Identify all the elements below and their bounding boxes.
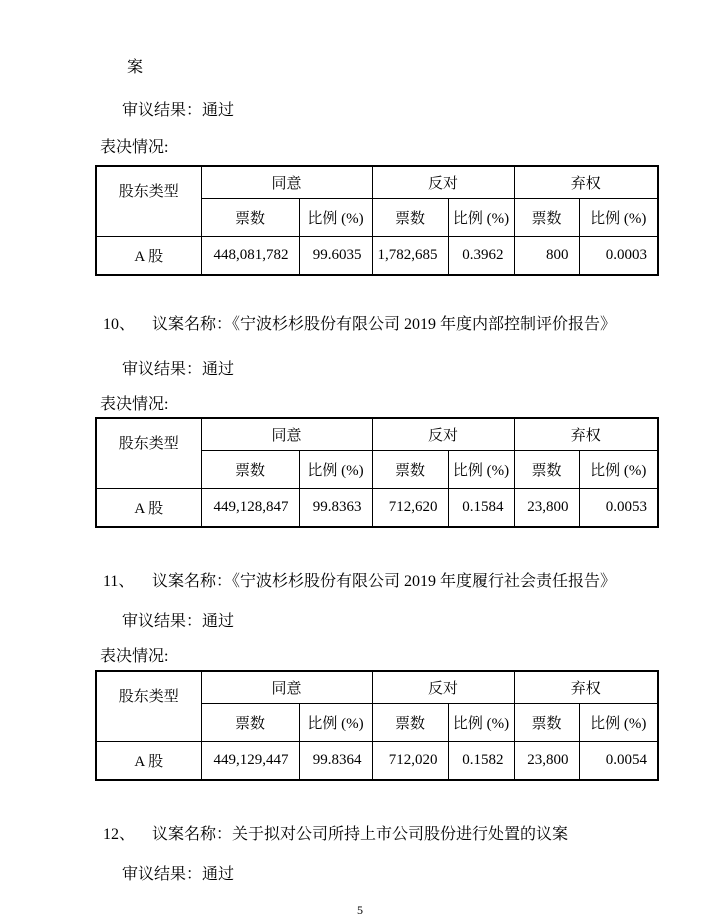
voting-situation-label-11: 表决情况: (100, 648, 169, 665)
header-agree: 同意 (201, 418, 372, 451)
cell-abstain-votes: 23,800 (514, 742, 579, 781)
cell-agree-ratio: 99.8363 (299, 489, 372, 528)
voting-situation-label-9: 表决情况: (100, 139, 169, 156)
header-abstain-ratio: 比例 (%) (579, 704, 658, 742)
cell-shareholder-type: A 股 (96, 237, 201, 276)
header-abstain-votes: 票数 (514, 704, 579, 742)
cell-agree-ratio: 99.8364 (299, 742, 372, 781)
proposal-11-title (103, 572, 616, 592)
header-agree: 同意 (201, 166, 372, 199)
cell-shareholder-type: A 股 (96, 742, 201, 781)
header-against-votes: 票数 (372, 451, 448, 489)
review-result-12: 审议结果：通过 (122, 866, 235, 883)
header-shareholder-type: 股东类型 (96, 418, 201, 489)
header-against-votes: 票数 (372, 199, 448, 237)
cell-agree-votes: 448,081,782 (201, 237, 299, 276)
header-agree-ratio: 比例 (%) (299, 451, 372, 489)
table-row (96, 489, 658, 528)
header-against: 反对 (372, 671, 514, 704)
table-row (96, 237, 658, 276)
header-agree-ratio: 比例 (%) (299, 704, 372, 742)
header-agree-votes: 票数 (201, 704, 299, 742)
header-against: 反对 (372, 166, 514, 199)
header-abstain-ratio: 比例 (%) (579, 199, 658, 237)
review-result-9: 审议结果：通过 (122, 102, 235, 119)
header-against-votes: 票数 (372, 704, 448, 742)
page-number: 5 (357, 903, 363, 917)
header-agree: 同意 (201, 671, 372, 704)
header-shareholder-type: 股东类型 (96, 671, 201, 742)
header-against: 反对 (372, 418, 514, 451)
header-agree-votes: 票数 (201, 451, 299, 489)
proposal-10-number: 10、 (103, 316, 136, 333)
cell-against-ratio: 0.1584 (448, 489, 514, 528)
cell-against-votes: 712,620 (372, 489, 448, 528)
cell-against-ratio: 0.1582 (448, 742, 514, 781)
header-abstain-ratio: 比例 (%) (579, 451, 658, 489)
header-abstain: 弃权 (514, 166, 658, 199)
cell-against-votes: 712,020 (372, 742, 448, 781)
vote-table-11 (95, 670, 659, 781)
cell-agree-votes: 449,128,847 (201, 489, 299, 528)
proposal-11-number: 11、 (103, 573, 135, 590)
cell-abstain-ratio: 0.0053 (579, 489, 658, 528)
cell-against-votes: 1,782,685 (372, 237, 448, 276)
proposal-10-title-text: 议案名称：《宁波杉杉股份有限公司 2019 年度内部控制评价报告》 (152, 316, 617, 333)
review-result-11: 审议结果：通过 (122, 613, 235, 630)
proposal-12-title (103, 825, 568, 845)
cell-abstain-ratio: 0.0054 (579, 742, 658, 781)
proposal-10-title (103, 315, 616, 335)
proposal-12-title-text: 议案名称：关于拟对公司所持上市公司股份进行处置的议案 (152, 826, 569, 843)
vote-table-9 (95, 165, 659, 276)
header-against-ratio: 比例 (%) (448, 704, 514, 742)
cell-agree-votes: 449,129,447 (201, 742, 299, 781)
cell-abstain-votes: 23,800 (514, 489, 579, 528)
voting-situation-label-10: 表决情况: (100, 396, 169, 413)
header-against-ratio: 比例 (%) (448, 199, 514, 237)
header-abstain-votes: 票数 (514, 451, 579, 489)
header-abstain: 弃权 (514, 671, 658, 704)
header-against-ratio: 比例 (%) (448, 451, 514, 489)
cell-against-ratio: 0.3962 (448, 237, 514, 276)
header-abstain-votes: 票数 (514, 199, 579, 237)
cell-abstain-votes: 800 (514, 237, 579, 276)
header-agree-votes: 票数 (201, 199, 299, 237)
proposal-12-number: 12、 (103, 826, 136, 843)
proposal-9-continuation-text: 案 (127, 59, 144, 76)
proposal-11-title-text: 议案名称：《宁波杉杉股份有限公司 2019 年度履行社会责任报告》 (152, 573, 617, 590)
cell-shareholder-type: A 股 (96, 489, 201, 528)
vote-table-10 (95, 417, 659, 528)
header-abstain: 弃权 (514, 418, 658, 451)
table-row (96, 742, 658, 781)
header-shareholder-type: 股东类型 (96, 166, 201, 237)
cell-agree-ratio: 99.6035 (299, 237, 372, 276)
cell-abstain-ratio: 0.0003 (579, 237, 658, 276)
header-agree-ratio: 比例 (%) (299, 199, 372, 237)
review-result-10: 审议结果：通过 (122, 361, 235, 378)
